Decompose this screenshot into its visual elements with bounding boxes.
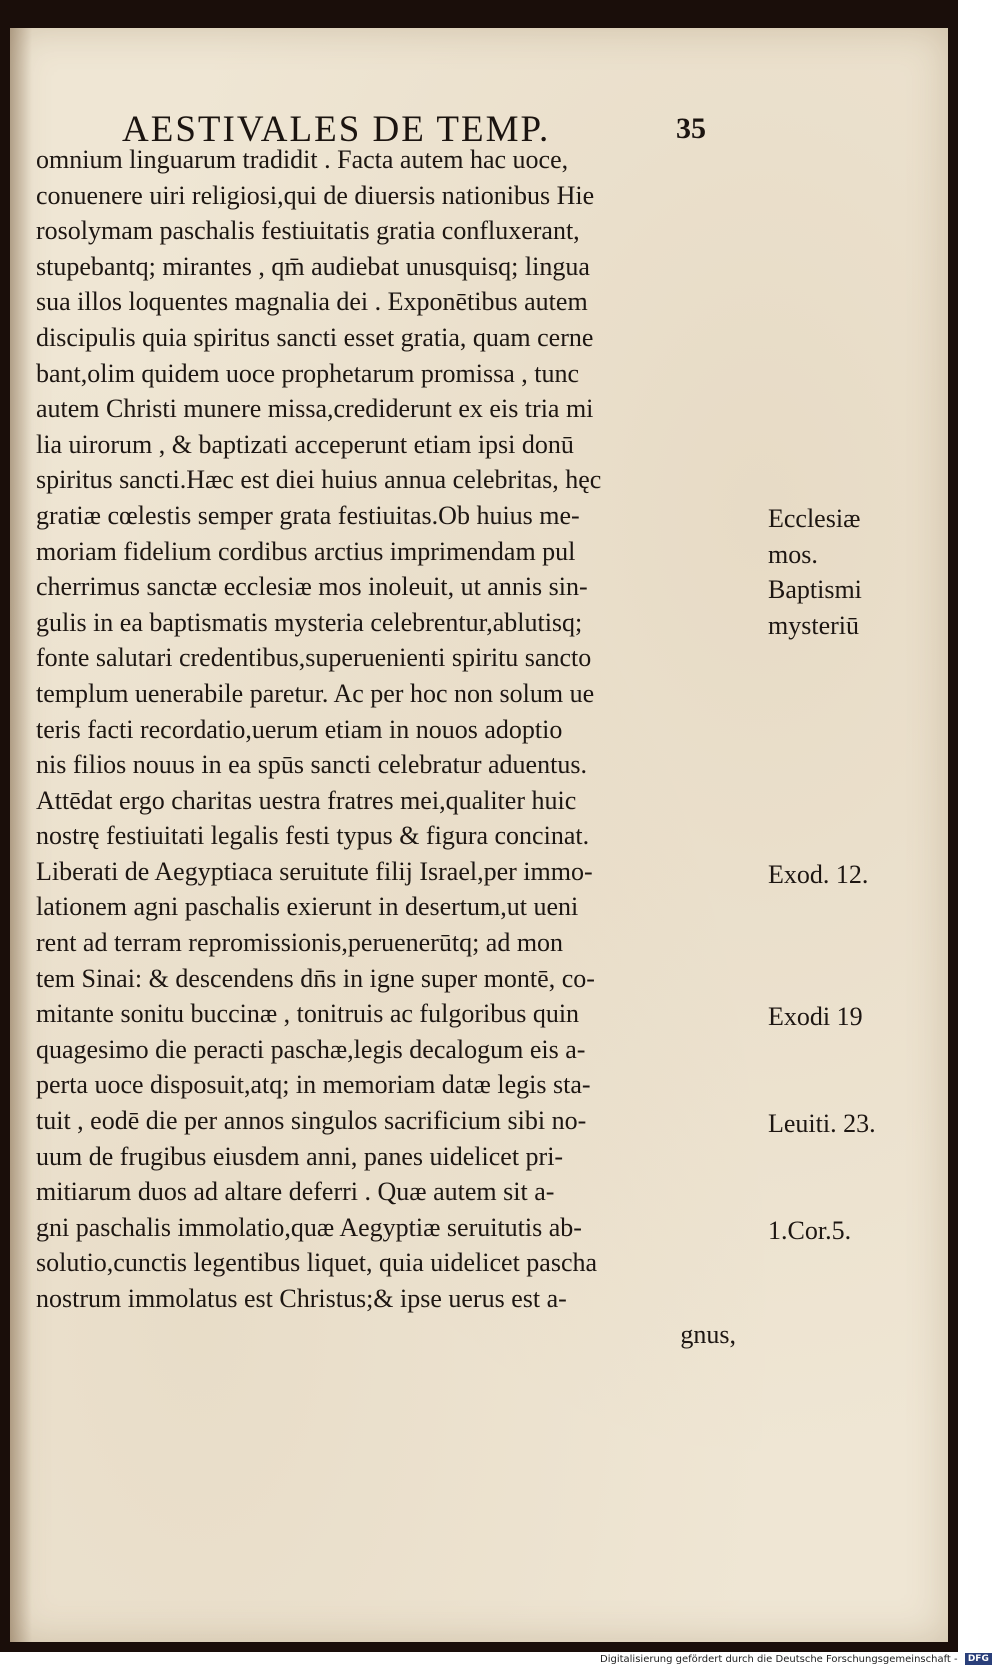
text-line: rent ad terram repromissionis,peruenerūtq; ad mon xyxy=(36,928,564,958)
text-line: bant,olim quidem uoce prophetarum promissa , tunc xyxy=(36,358,579,388)
text-line: cherrimus sanctæ ecclesiæ mos inoleuit, ut annis sin- xyxy=(36,572,588,602)
text-line: uum de frugibus eiusdem anni, panes uidelicet pri- xyxy=(36,1141,564,1171)
text-line: nis filios nouus in ea spūs sancti celebratur aduentus. xyxy=(36,750,587,780)
text-line: spiritus sancti.Hæc est diei huius annua celebritas, hęc xyxy=(36,465,602,495)
text-line: lia uirorum , & baptizati acceperunt etiam ipsi donū xyxy=(36,429,574,459)
marginal-note: Baptismi xyxy=(768,575,862,605)
text-line: moriam fidelium cordibus arctius imprimendam pul xyxy=(36,536,576,566)
marginal-note: 1.Cor.5. xyxy=(768,1216,852,1245)
text-line: Liberati de Aegyptiaca seruitute filij Israel,per immo- xyxy=(36,856,593,886)
text-line: quagesimo die peracti paschæ,legis decalogum eis a- xyxy=(36,1034,586,1064)
running-head-title: AESTIVALES DE TEMP. xyxy=(122,109,551,150)
digitization-footer xyxy=(600,1652,1000,1668)
text-line: fonte salutari credentibus,superuenienti spiritu sancto xyxy=(36,643,592,673)
text-line: mitante sonitu buccinæ , tonitruis ac fulgoribus quin xyxy=(36,999,580,1029)
text-line: autem Christi munere missa,crediderunt ex eis tria mi xyxy=(36,394,594,424)
marginal-note: Leuiti. 23. xyxy=(768,1109,876,1139)
text-line: stupebantq; mirantes , qm̄ audiebat unusquisq; lingua xyxy=(36,251,590,281)
marginal-note: Exodi 19 xyxy=(768,1002,863,1032)
text-line: Attēdat ergo charitas uestra fratres mei,qualiter huic xyxy=(36,785,577,815)
text-line: omnium linguarum tradidit . Facta autem hac uoce, xyxy=(36,145,569,174)
marginal-note: mysteriū xyxy=(768,610,859,640)
page-gutter-shadow xyxy=(10,28,32,1642)
text-line: conuenere uiri religiosi,qui de diuersis nationibus Hie xyxy=(36,180,595,210)
text-line: perta uoce disposuit,atq; in memoriam datæ legis sta- xyxy=(36,1070,591,1100)
marginal-note: Ecclesiæ xyxy=(768,504,861,533)
text-line: gratiæ cœlestis semper grata festiuitas.Ob huius me- xyxy=(36,500,580,530)
footer-text: Digitalisierung gefördert durch die Deutsche Forschungsgemeinschaft - xyxy=(600,1654,958,1665)
text-line: nostrum immolatus est Christus;& ipse uerus est a- xyxy=(36,1284,567,1313)
text-line: tuit , eodē die per annos singulos sacrificium sibi no- xyxy=(36,1106,587,1136)
text-line: lationem agni paschalis exierunt in desertum,ut ueni xyxy=(36,892,579,922)
text-line: rosolymam paschalis festiuitatis gratia confluxerant, xyxy=(36,216,580,246)
text-line: teris facti recordatio,uerum etiam in nouos adoptio xyxy=(36,714,563,744)
catchword: gnus, xyxy=(680,1319,736,1349)
folio-number: 35 xyxy=(676,112,706,145)
text-line: gulis in ea baptismatis mysteria celebrentur,ablutisq; xyxy=(36,607,583,637)
text-line: tem Sinai: & descendens dn̄s in igne super montē, co- xyxy=(36,963,595,993)
main-text-block xyxy=(36,142,876,1352)
text-line: discipulis quia spiritus sancti esset gratia, quam cerne xyxy=(36,322,594,352)
text-line: solutio,cunctis legentibus liquet, quia uidelicet pascha xyxy=(36,1248,598,1278)
text-line: templum uenerabile paretur. Ac per hoc non solum ue xyxy=(36,678,595,708)
text-line: nostrę festiuitati legalis festi typus & figura concinat. xyxy=(36,821,590,851)
marginal-note: Exod. 12. xyxy=(768,860,869,889)
text-line: sua illos loquentes magnalia dei . Exponētibus autem xyxy=(36,287,588,317)
marginal-note: mos. xyxy=(768,539,818,569)
dfg-logo: DFG xyxy=(965,1653,992,1665)
text-line: gni paschalis immolatio,quæ Aegyptiæ seruitutis ab- xyxy=(36,1212,582,1242)
text-line: mitiarum duos ad altare deferri . Quæ autem sit a- xyxy=(36,1177,555,1207)
